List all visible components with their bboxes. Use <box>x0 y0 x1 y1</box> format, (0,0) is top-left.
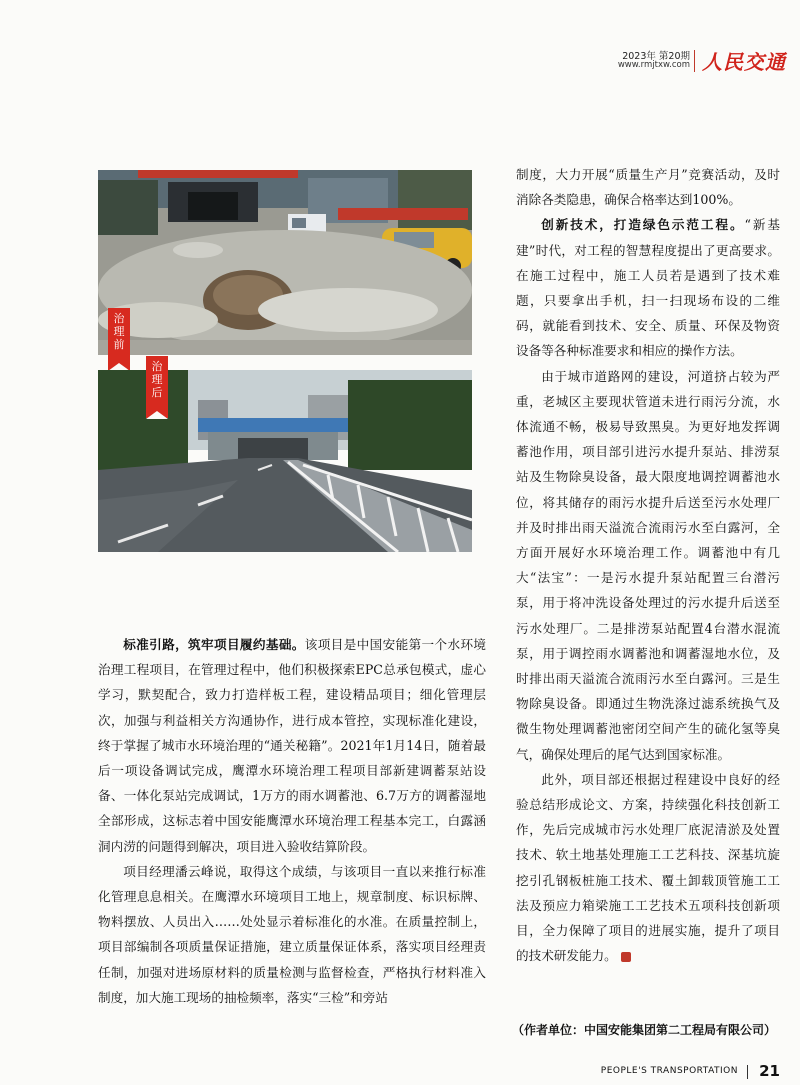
page-header <box>600 48 790 74</box>
paragraph-manager: 项目经理潘云峰说，取得这个成绩，与该项目一直以来推行标准化管理息息相关。在鹰潭水环境项目工地上，规章制度、标识标牌、物料摆放、人员出入……处处显示着标准化的水准。在质量控制上，项目部编制各项质量保证措施，建立质量保证体系，落实项目经理责任制，加强对进场原材料的质量检测与监督检查，严格执行材料准入制度，加大施工现场的抽检频率，落实“三检”和旁站 <box>98 863 486 1005</box>
after-treatment-tag: 治 理 后 <box>146 356 168 418</box>
before-treatment-tag: 治 理 前 <box>108 308 130 370</box>
left-column <box>98 632 486 1010</box>
website-url: www.rmjtxw.com <box>617 60 690 70</box>
paragraph-storage-tank: 由于城市道路网的建设，河道挤占较为严重，老城区主要现状管道未进行雨污分流，水体流通不畅，极易导致黑臭。为更好地发挥调蓄池作用，项目部引进污水提升泵站、排涝泵站及生物除臭设备，最大限度地调控调蓄池水位，将其储存的雨污水提升后送至污水处理厂并及时排出雨天溢流合流雨污水至白露河，全方面开展好水环境治理工作。调蓄池中有几大“法宝”：一是污水提升泵站配置三台潜污泵，用于将冲洗设备处理过的污水提升后送至污水处理厂。二是排涝泵站配置4台潜水混流泵，用于调控雨水调蓄池和调蓄湿地水位，及时排出雨天溢流合流雨污水至白露河。三是生物除臭设备。即通过生物洗涤过滤系统换气及微生物处理调蓄池密闭空间产生的硫化氢等臭气，确保处理后的尾气达到国家标准。 <box>516 368 780 762</box>
magazine-logo: 人民交通 <box>702 50 786 74</box>
paragraph-standard: 标准引路，筑牢项目履约基础。该项目是中国安能第一个水环境治理工程项目，在管理过程中，他们积极探索EPC总承包模式，虚心学习，默契配合，致力打造样板工程，建设精品项目；细化管理层次，加强与利益相关方沟通协作，进行成本管控，实现标准化建设，终于掌握了城市水环境治理的“通关秘籍”。2021年1月14日，随着最后一项设备调试完成，鹰潭水环境治理工程项目部新建调蓄泵站设备、一体化泵站完成调试，1万方的雨水调蓄池、6.7万方的调蓄湿地全部形成，这标志着中国安能鹰潭水环境治理工程基本完工，白露涵洞内涝的问题得到解决，项目进入验收结算阶段。 <box>98 637 487 854</box>
paragraph-innovation: 创新技术，打造绿色示范工程。“新基建”时代，对工程的智慧程度提出了更高要求。在施工过程中，施工人员若是遇到了技术难题，只要拿出手机，扫一扫现场布设的二维码，就能看到技术、安全、质量、环保及物资设备等各种标准要求和相应的操作方法。 <box>516 217 780 359</box>
header-divider <box>694 50 695 72</box>
section-heading: 标准引路，筑牢项目履约基础。 <box>123 637 305 652</box>
paragraph-continued: 制度，大力开展“质量生产月”竞赛活动，及时消除各类隐患，确保合格率达到100%。 <box>516 167 780 208</box>
issue-label: 2023年 第20期 <box>622 51 690 62</box>
footer-divider <box>747 1065 748 1079</box>
author-affiliation: （作者单位：中国安能集团第二工程局有限公司） <box>512 1023 777 1037</box>
end-mark-icon <box>621 952 631 962</box>
page-number: 21 <box>759 1062 780 1080</box>
right-column <box>516 162 780 969</box>
section-heading: 创新技术，打造绿色示范工程。 <box>541 217 745 233</box>
paragraph-research: 此外，项目部还根据过程建设中良好的经验总结形成论文、方案，持续强化科技创新工作，先后完成城市污水处理厂底泥清淤及处置技术、软土地基处理施工工艺科技、深基坑旋挖引孔钢板桩施工技术、覆土卸载顶管施工工法及预应力箱梁施工工艺技术五项科技创新项目，全力保障了项目的进展实施，提升了项目的技术研发能力。 <box>516 771 780 964</box>
page-footer <box>600 1063 780 1083</box>
photo-before-treatment <box>98 170 472 355</box>
publication-name: PEOPLE'S TRANSPORTATION <box>600 1066 738 1076</box>
